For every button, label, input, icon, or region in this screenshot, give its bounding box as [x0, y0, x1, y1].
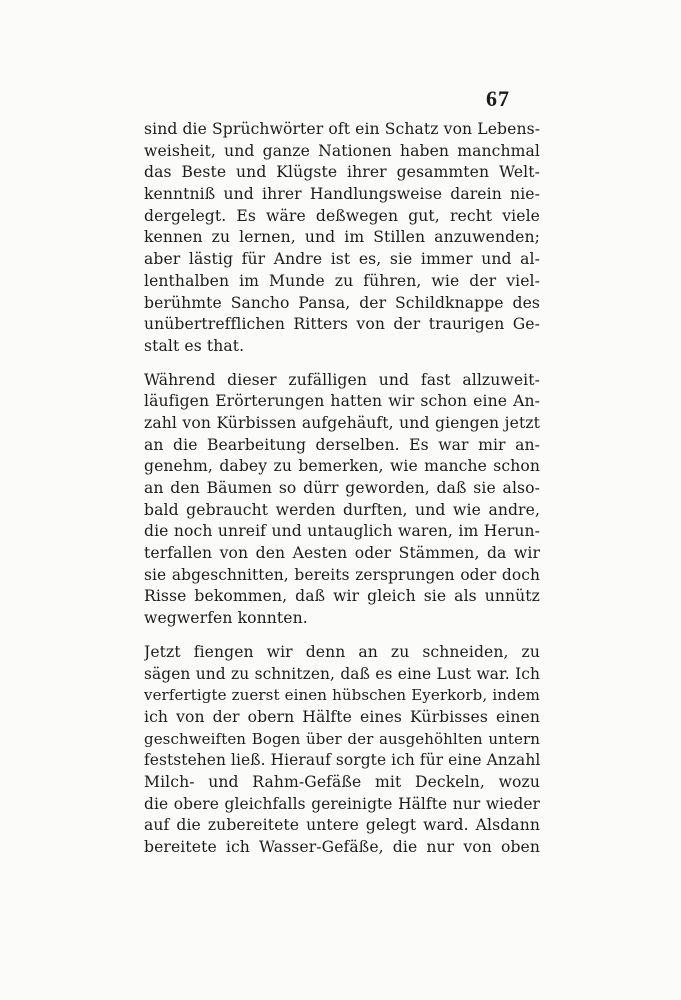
page-number: 67 — [486, 86, 510, 111]
text-line: geschweiften Bogen über der ausgehöhlten untern — [144, 729, 540, 748]
paragraph — [144, 370, 540, 630]
text-line: auf die zubereitete untere gelegt ward. Alsdann — [144, 816, 540, 835]
text-line: Jetzt fiengen wir denn an zu schneiden, zu — [144, 642, 540, 661]
text-line: genehm, dabey zu bemerken, wie manche schon — [144, 457, 540, 476]
paragraph — [144, 642, 540, 859]
text-line: zahl von Kürbissen aufgehäuft, und giengen jetzt — [144, 413, 540, 432]
text-line: weisheit, und ganze Nationen haben manchmal — [144, 141, 540, 160]
body-text — [144, 119, 540, 859]
text-line: sie abgeschnitten, bereits zersprungen oder doch — [144, 565, 540, 584]
text-line: terfallen von den Aesten oder Stämmen, da wir — [144, 544, 540, 563]
text-line: feststehen ließ. Hierauf sorgte ich für eine Anzahl — [144, 751, 540, 770]
text-line: sind die Sprüchwörter oft ein Schatz von Lebens- — [144, 120, 540, 138]
text-line: an die Bearbeitung derselben. Es war mir an- — [144, 435, 540, 454]
text-line: bereitete ich Wasser-Gefäße, die nur von oben — [144, 838, 540, 856]
paragraph-gap — [144, 358, 540, 370]
text-line: Risse bekommen, daß wir gleich sie als unnütz — [144, 587, 540, 606]
paragraph — [144, 119, 540, 358]
text-line: wegwerfen konnten. — [144, 609, 308, 628]
text-line: aber lästig für Andre ist es, sie immer und al- — [144, 250, 540, 269]
text-line: die noch unreif und untauglich waren, im Herun- — [144, 522, 540, 541]
text-line: kennen zu lernen, und im Stillen anzuwenden; — [144, 228, 540, 247]
text-line: bald gebraucht werden durften, und wie andre, — [144, 500, 540, 519]
text-line: läufigen Erörterungen hatten wir schon eine An- — [144, 392, 540, 411]
text-line: stalt es that. — [144, 336, 245, 355]
text-line: die obere gleichfalls gereinigte Hälfte nur wieder — [144, 794, 540, 813]
text-line: ich von der obern Hälfte eines Kürbisses einen — [144, 707, 540, 726]
text-line: unübertrefflichen Ritters von der traurigen Ge- — [144, 315, 540, 334]
text-line: dergelegt. Es wäre deßwegen gut, recht viele — [144, 206, 540, 225]
text-line: Während dieser zufälligen und fast allzuweit- — [144, 370, 540, 389]
text-line: Milch- und Rahm-Gefäße mit Deckeln, wozu — [144, 772, 540, 791]
text-line: das Beste und Klügste ihrer gesammten Welt- — [144, 163, 540, 182]
text-line: an den Bäumen so dürr geworden, daß sie also- — [144, 479, 540, 497]
text-line: berühmte Sancho Pansa, der Schildknappe des — [144, 293, 540, 312]
text-line: kenntniß und ihrer Handlungsweise darein nie- — [144, 185, 540, 204]
text-line: sägen und zu schnitzen, daß es eine Lust war. Ich — [144, 664, 540, 683]
text-line: verfertigte zuerst einen hübschen Eyerkorb, indem — [144, 686, 540, 705]
text-line: lenthalben im Munde zu führen, wie der viel- — [144, 271, 540, 290]
paragraph-gap — [144, 630, 540, 642]
